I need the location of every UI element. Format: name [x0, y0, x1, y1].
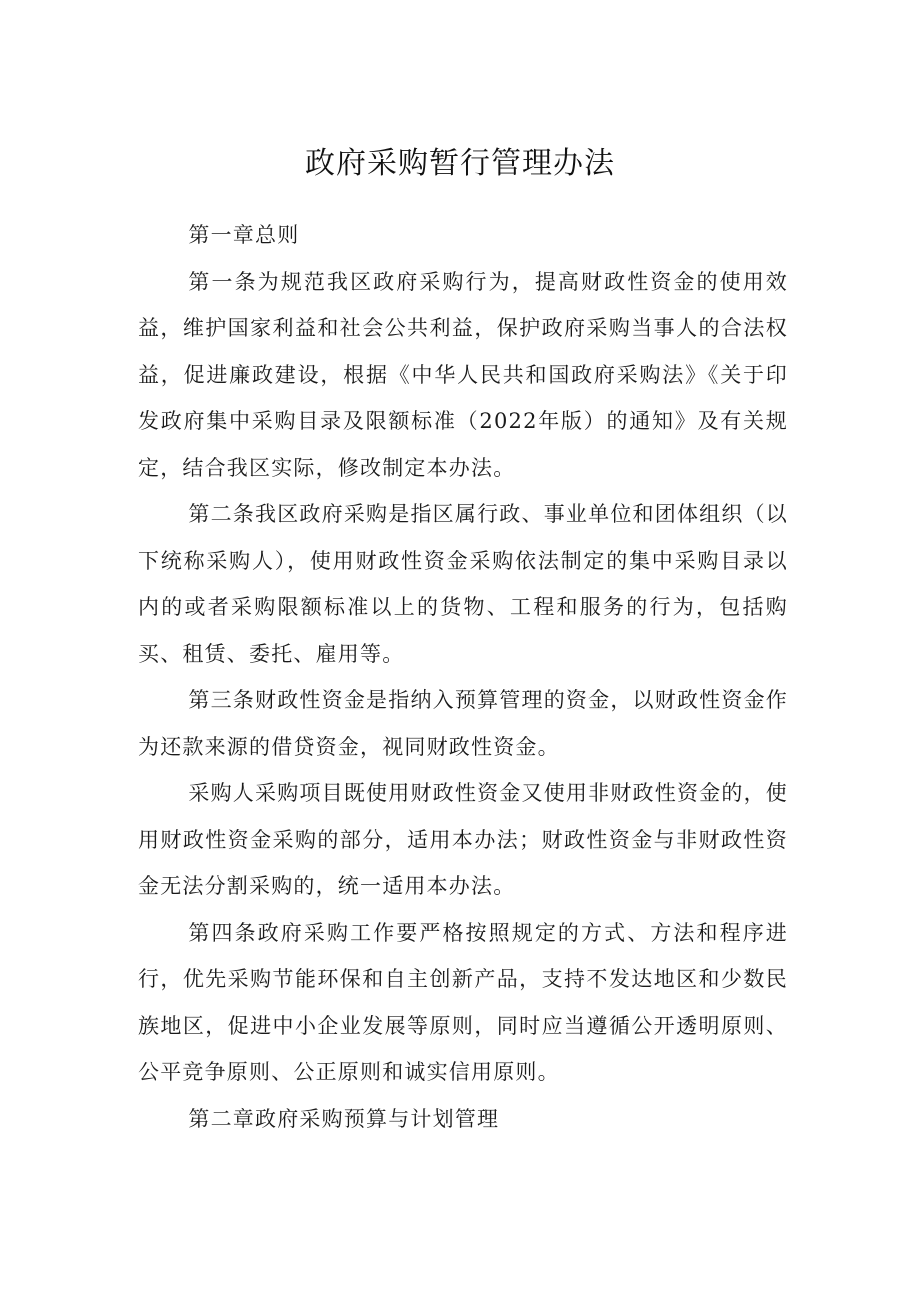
chapter-1-heading: 第一章总则: [188, 223, 300, 247]
article-3-supplement-paragraph: 采购人采购项目既使用财政性资金又使用非财政性资金的，使用财政性资金采购的部分，适用本办法；财政性资金与非财政性资金无法分割采购的，统一适用本办法。: [138, 781, 788, 898]
article-1-paragraph: 第一条为规范我区政府采购行为，提高财政性资金的使用效益，维护国家利益和社会公共利益，保护政府采购当事人的合法权益，促进廉政建设，根据《中华人民共和国政府采购法》《关于印发政府集中采购目录及限额标准（2022年版）的通知》及有关规定，结合我区实际，修改制定本办法。: [138, 269, 788, 480]
article-2-paragraph: 第二条我区政府采购是指区属行政、事业单位和团体组织（以下统称采购人），使用财政性资金采购依法制定的集中采购目录以内的或者采购限额标准以上的货物、工程和服务的行为，包括购买、租赁、委托、雇用等。: [138, 502, 788, 666]
chapter-2-heading: 第二章政府采购预算与计划管理: [188, 1106, 500, 1131]
article-4-paragraph: 第四条政府采购工作要严格按照规定的方式、方法和程序进行，优先采购节能环保和自主创新产品，支持不发达地区和少数民族地区，促进中小企业发展等原则，同时应当遵循公开透明原则、公平竞争原则、公正原则和诚实信用原则。: [138, 920, 788, 1084]
article-3-paragraph: 第三条财政性资金是指纳入预算管理的资金，以财政性资金作为还款来源的借贷资金，视同财政性资金。: [138, 688, 788, 759]
document-body: [138, 212, 788, 1142]
document-title: 政府采购暂行管理办法: [305, 146, 615, 181]
